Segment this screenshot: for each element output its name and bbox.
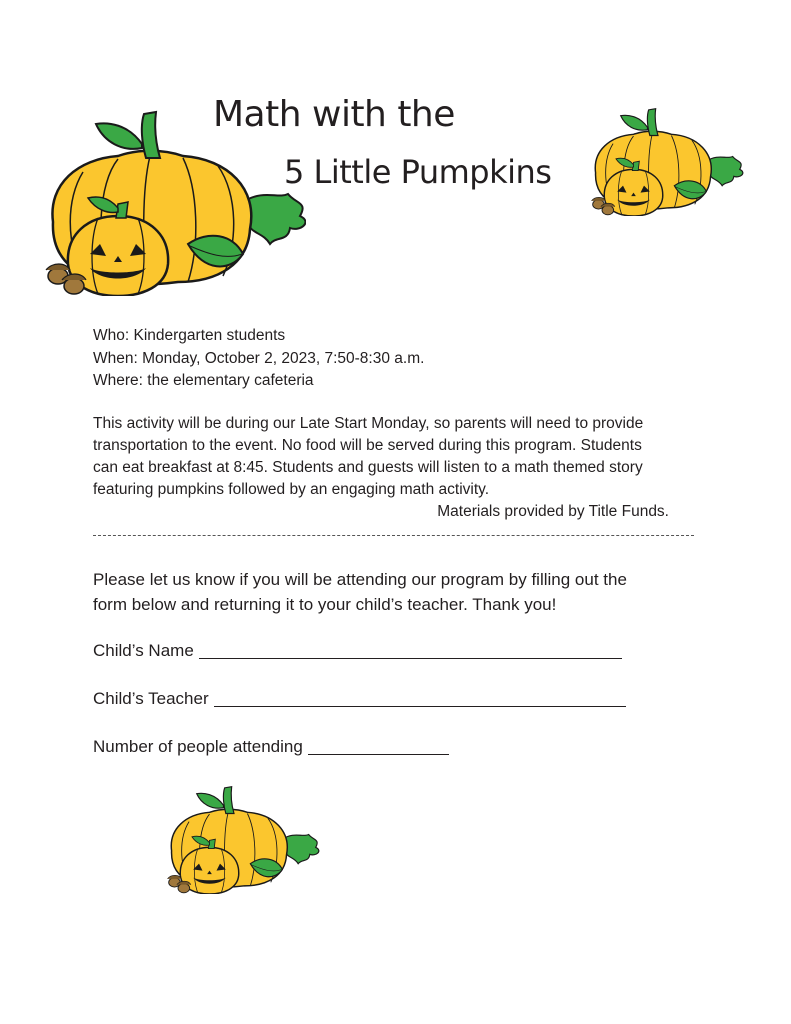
jack-o-lantern-icon xyxy=(46,112,305,296)
description-line: featuring pumpkins followed by an engaging math activity. xyxy=(93,481,490,498)
request-line: form below and returning it to your child’s teacher. Thank you! xyxy=(93,595,557,614)
title-number-word: 5 Little xyxy=(284,153,401,191)
child-name-blank[interactable] xyxy=(199,644,622,659)
pumpkin-clipart-bottom xyxy=(147,782,335,894)
description-line: This activity will be during our Late Start Monday, so parents will need to provide xyxy=(93,415,644,432)
event-description xyxy=(93,413,698,523)
child-name-field xyxy=(93,640,622,662)
jack-o-lantern-icon xyxy=(168,787,319,894)
child-teacher-label: Child’s Teacher xyxy=(93,689,209,708)
child-teacher-field xyxy=(93,688,626,710)
event-where: Where: the elementary cafeteria xyxy=(93,372,314,389)
page-title-line-1: Math with the xyxy=(213,94,455,135)
attendance-count-field xyxy=(93,736,449,758)
description-line: transportation to the event. No food will be served during this program. Students xyxy=(93,437,642,454)
child-teacher-blank[interactable] xyxy=(214,692,626,707)
page-title-line-2 xyxy=(284,153,551,191)
jack-o-lantern-icon xyxy=(592,109,743,216)
rsvp-request xyxy=(93,567,713,617)
attendance-count-label: Number of people attending xyxy=(93,737,303,756)
attendance-count-blank[interactable] xyxy=(308,740,449,755)
event-who: Who: Kindergarten students xyxy=(93,327,286,344)
event-details xyxy=(93,325,713,393)
funding-credit: Materials provided by Title Funds. xyxy=(437,503,669,520)
request-line: Please let us know if you will be attending our program by filling out the xyxy=(93,570,627,589)
child-name-label: Child’s Name xyxy=(93,641,194,660)
event-when: When: Monday, October 2, 2023, 7:50-8:30 a.m. xyxy=(93,349,425,367)
title-pumpkins-word: Pumpkins xyxy=(400,153,552,191)
cut-line-divider xyxy=(93,535,694,536)
pumpkin-clipart-top-right xyxy=(571,104,759,216)
description-line: can eat breakfast at 8:45. Students and guests will listen to a math themed story xyxy=(93,459,643,476)
